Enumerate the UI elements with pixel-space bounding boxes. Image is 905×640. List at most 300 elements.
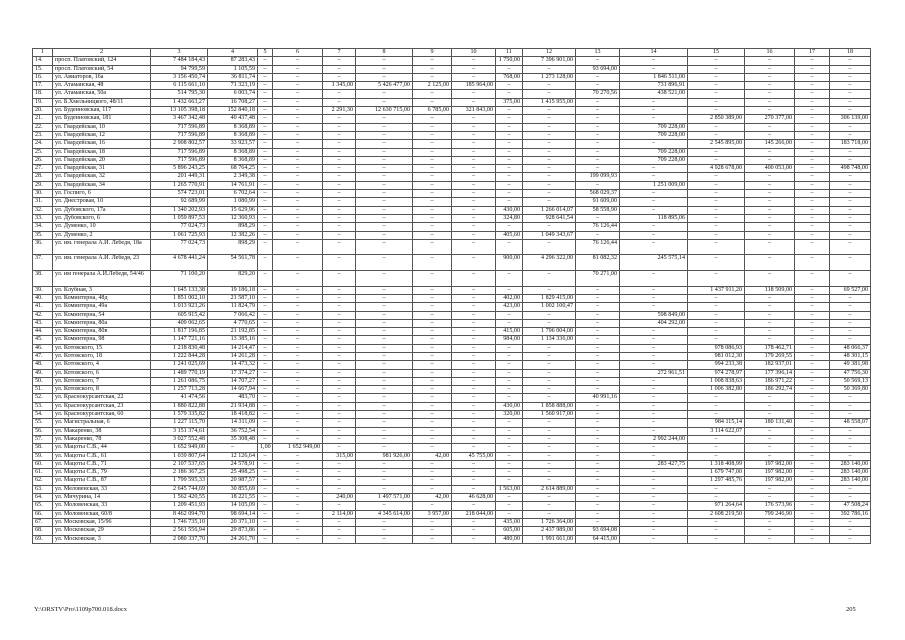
table-cell: 16 708,27 [208,98,258,106]
table-cell: 29. [33,181,53,189]
table-cell: 29 873,86 [208,527,258,535]
table-cell: – [323,231,356,239]
table-cell: – [496,148,523,156]
table-cell: 1 796 004,00 [523,328,576,336]
table-cell: – [795,452,830,460]
table-cell: 1 579 335,82 [151,411,208,419]
table-cell: – [208,444,258,452]
table-cell: – [356,336,413,344]
table-cell: – [273,223,323,231]
table-cell: – [496,90,523,98]
table-cell: 3 114 622,07 [688,427,745,435]
table-cell: – [413,469,452,477]
table-cell: ул. Буденновская, 117 [53,107,151,115]
table-cell: – [830,57,871,65]
table-cell: – [576,369,620,377]
table-cell: 709 228,00 [620,123,688,131]
table-cell: – [323,271,356,287]
table-cell: – [452,165,496,173]
table-cell: – [830,190,871,198]
table-cell: – [323,156,356,164]
table-cell: – [258,231,273,239]
table-cell: 14 761,91 [208,181,258,189]
table-cell: 4 928 678,00 [688,165,745,173]
table-cell: ул. Дубовского, 6 [53,214,151,222]
table-cell: 93 694,08 [576,527,620,535]
table-cell: – [323,239,356,255]
table-cell: – [273,181,323,189]
table-cell: 185 964,00 [452,82,496,90]
table-cell: ул. Гвардейская, 10 [53,123,151,131]
table-cell: – [576,510,620,518]
table-cell: – [413,361,452,369]
table-cell: – [413,231,452,239]
table-cell: – [273,518,323,526]
table-cell: – [830,518,871,526]
table-cell: – [273,231,323,239]
table-cell: – [258,402,273,410]
table-cell: – [688,255,745,271]
table-cell: 402,00 [496,294,523,302]
table-cell: – [496,181,523,189]
table-cell: 12 630 715,00 [356,107,413,115]
table-cell: 598 849,00 [620,311,688,319]
table-cell: – [745,148,795,156]
table-cell: 179 269,55 [745,352,795,360]
table-cell: ул. Коминтерна, 98 [53,336,151,344]
table-cell: – [795,328,830,336]
table-cell: – [795,173,830,181]
table-cell: – [273,477,323,485]
table-cell: 11 824,79 [208,303,258,311]
table-cell: – [273,214,323,222]
table-cell: – [620,165,688,173]
table-cell: – [745,107,795,115]
table-cell: 94 799,59 [151,65,208,73]
table-cell: – [620,485,688,493]
table-cell: 483,70 [208,394,258,402]
table-cell: – [795,98,830,106]
table-row [33,156,871,164]
table-cell: 20. [33,107,53,115]
table-cell: 5 426 477,00 [356,82,413,90]
table-cell: 178 462,71 [745,344,795,352]
table-cell: – [795,255,830,271]
table-cell: – [620,57,688,65]
table-cell: – [258,107,273,115]
table-cell: 605 915,42 [151,311,208,319]
table-cell: 55. [33,419,53,427]
table-cell: 118 509,00 [745,286,795,294]
table-row [33,394,871,402]
table-cell: 898,29 [208,223,258,231]
table-cell: ул. Клубная, 3 [53,286,151,294]
table-cell: – [830,452,871,460]
table-cell: – [830,319,871,327]
table-cell: – [258,140,273,148]
table-cell: – [356,173,413,181]
table-cell: ул. Мацоты С.В., 61 [53,452,151,460]
table-cell: – [688,435,745,443]
table-cell: – [452,214,496,222]
table-cell: – [620,223,688,231]
table-cell: – [688,527,745,535]
table-cell: ул. Московская, 3 [53,535,151,543]
table-cell: – [413,115,452,123]
table-cell: – [323,181,356,189]
table-row [33,123,871,131]
table-cell: – [830,198,871,206]
table-cell: 1 497 571,00 [356,494,413,502]
table-cell: ул. Думенко, 10 [53,223,151,231]
table-cell: – [830,65,871,73]
table-cell: – [323,115,356,123]
table-cell: ул. Днестровая, 10 [53,198,151,206]
table-cell: – [496,319,523,327]
table-cell: – [273,535,323,543]
table-cell: – [413,165,452,173]
table-cell: – [356,294,413,302]
table-cell: – [795,319,830,327]
table-cell: – [323,286,356,294]
table-cell: – [496,460,523,468]
table-cell: 568 029,37 [576,190,620,198]
table-cell: – [452,223,496,231]
table-cell: – [356,255,413,271]
table-cell: 57. [33,435,53,443]
table-cell: – [413,198,452,206]
table-cell: – [620,469,688,477]
table-cell: 1 345,00 [323,82,356,90]
table-cell: – [795,494,830,502]
table-cell: – [258,460,273,468]
table-cell: 41 474,56 [151,394,208,402]
table-cell: – [258,319,273,327]
table-cell: 1 273 128,00 [523,73,576,81]
table-cell: – [323,165,356,173]
table-cell: – [323,427,356,435]
table-cell: – [323,394,356,402]
table-cell: – [413,239,452,255]
table-cell: – [523,477,576,485]
table-cell: 30 855,69 [208,485,258,493]
table-cell: – [620,535,688,543]
table-cell: – [496,427,523,435]
table-cell: – [523,344,576,352]
table-cell: 1 652 949,00 [151,444,208,452]
table-cell: – [273,344,323,352]
table-cell: – [413,518,452,526]
table-cell: 320,00 [496,411,523,419]
table-cell: 54 561,78 [208,255,258,271]
table-cell: – [356,402,413,410]
table-cell: – [576,57,620,65]
table-cell: – [688,190,745,198]
table-cell: 4 296 322,00 [523,255,576,271]
table-cell: ул. Макаренко, 78 [53,435,151,443]
table-cell: – [452,231,496,239]
table-cell: – [452,286,496,294]
table-cell: 1 679 747,00 [688,469,745,477]
table-cell: – [795,419,830,427]
table-row [33,231,871,239]
table-cell: – [413,319,452,327]
table-cell: – [523,369,576,377]
table-cell: 40 991,16 [576,394,620,402]
table-cell: – [620,173,688,181]
column-header: 5 [258,49,273,57]
table-cell: – [688,98,745,106]
table-cell: – [413,336,452,344]
table-cell: – [620,510,688,518]
table-cell: – [323,148,356,156]
table-cell: – [258,286,273,294]
table-cell: 197 982,00 [745,469,795,477]
table-cell: 32. [33,206,53,214]
table-cell: 1 750,00 [496,57,523,65]
table-cell: 183 718,00 [830,140,871,148]
table-cell: – [523,419,576,427]
table-cell: – [323,419,356,427]
table-cell: – [620,328,688,336]
table-cell: 58 558,90 [576,206,620,214]
table-cell: – [413,57,452,65]
table-cell: 65. [33,502,53,510]
table-cell: 48. [33,361,53,369]
table-cell: – [745,427,795,435]
table-cell: – [576,452,620,460]
table-cell: – [830,303,871,311]
table-cell: 404 292,00 [620,319,688,327]
table-cell: – [413,98,452,106]
table-cell: 984,00 [496,336,523,344]
table-cell: – [745,535,795,543]
table-cell: – [576,435,620,443]
table-cell: 48 301,15 [830,352,871,360]
table-cell: 928 641,54 [523,214,576,222]
table-cell: – [258,485,273,493]
table-cell: – [413,502,452,510]
table-cell: 2 614 889,00 [523,485,576,493]
table-row [33,140,871,148]
table-cell: – [523,123,576,131]
table-cell: – [523,198,576,206]
table-cell: 8 462 094,70 [151,510,208,518]
column-header: 15 [688,49,745,57]
table-cell: 118 895,06 [620,214,688,222]
table-cell: – [620,377,688,385]
table-cell: – [258,477,273,485]
table-cell: – [830,73,871,81]
table-cell: – [323,190,356,198]
table-row [33,361,871,369]
table-cell: 81 082,32 [576,255,620,271]
table-cell: 14. [33,57,53,65]
table-cell: ул. Коминтерна, 48д [53,294,151,302]
table-cell: – [356,198,413,206]
table-cell: – [576,518,620,526]
table-cell: – [413,148,452,156]
table-cell: 87 283,43 [208,57,258,65]
table-cell: 8 368,89 [208,148,258,156]
table-cell: – [323,173,356,181]
table-cell: – [620,494,688,502]
table-cell: – [413,214,452,222]
column-header: 16 [745,49,795,57]
table-cell: – [323,352,356,360]
table-cell: 91 609,00 [576,198,620,206]
table-cell: – [688,239,745,255]
table-cell: – [258,535,273,543]
table-cell: – [745,311,795,319]
table-cell: – [688,319,745,327]
table-cell: – [258,469,273,477]
table-cell: – [620,115,688,123]
table-cell: 1 829 415,00 [523,294,576,302]
table-cell: – [273,239,323,255]
table-row [33,73,871,81]
table-cell: 50. [33,377,53,385]
table-cell: 605,00 [496,527,523,535]
data-table [32,48,871,544]
table-cell: – [273,148,323,156]
table-cell: – [496,65,523,73]
table-cell: – [258,518,273,526]
table-cell: – [523,361,576,369]
table-cell: 400 053,00 [745,165,795,173]
table-cell: 42,00 [413,452,452,460]
table-cell: – [576,460,620,468]
table-cell: – [830,485,871,493]
column-header: 12 [523,49,576,57]
table-cell: 240,00 [323,494,356,502]
table-body [33,49,871,544]
table-cell: 1 218 830,48 [151,344,208,352]
table-row [33,115,871,123]
table-cell: – [323,57,356,65]
table-cell: 47. [33,352,53,360]
table-cell: – [413,294,452,302]
table-cell: – [795,311,830,319]
table-cell: 16. [33,73,53,81]
table-cell: 199 099,93 [576,173,620,181]
table-cell: – [830,435,871,443]
table-cell: – [795,115,830,123]
table-cell: – [576,377,620,385]
table-cell: 76 126,44 [576,223,620,231]
table-cell: 58. [33,444,53,452]
table-cell: – [258,311,273,319]
table-cell: 69 527,00 [830,286,871,294]
table-row [33,319,871,327]
table-cell: – [523,352,576,360]
table-cell: 47 508,24 [830,502,871,510]
table-cell: 176 573,96 [745,502,795,510]
table-cell: – [413,223,452,231]
table-cell: – [576,115,620,123]
table-cell: – [795,469,830,477]
table-cell: 768,00 [496,73,523,81]
table-cell: – [452,57,496,65]
table-cell: – [356,214,413,222]
table-cell: 21 587,10 [208,294,258,302]
table-cell: ул. Котовского, 18 [53,352,151,360]
table-row [33,328,871,336]
table-cell: – [452,344,496,352]
table-row [33,477,871,485]
table-cell: – [323,98,356,106]
table-cell: 3 027 552,48 [151,435,208,443]
table-cell: 21 192,85 [208,328,258,336]
table-cell: ул. Мацоты С.В., 44 [53,444,151,452]
table-cell: 315,00 [323,452,356,460]
table-cell: – [452,336,496,344]
table-cell: – [688,411,745,419]
table-cell: 52. [33,394,53,402]
table-cell: – [496,271,523,287]
table-cell: – [452,377,496,385]
table-cell: 71 100,20 [151,271,208,287]
table-cell: – [323,460,356,468]
table-cell: – [496,115,523,123]
table-cell: – [323,477,356,485]
table-cell: – [496,165,523,173]
table-cell: – [273,336,323,344]
table-cell: 24. [33,140,53,148]
table-cell: 42. [33,311,53,319]
table-row [33,82,871,90]
table-cell: – [688,65,745,73]
table-cell: – [273,57,323,65]
table-cell: – [413,90,452,98]
table-cell: – [496,394,523,402]
table-cell: 17. [33,82,53,90]
table-cell: – [688,173,745,181]
table-cell: – [452,73,496,81]
table-cell: – [795,148,830,156]
table-cell: – [620,303,688,311]
table-cell: – [413,140,452,148]
table-cell: 61. [33,469,53,477]
table-cell: 974 278,97 [688,369,745,377]
table-cell: – [413,123,452,131]
table-cell: – [523,386,576,394]
table-cell: ул. Коминтерна, 54 [53,311,151,319]
table-cell: – [523,460,576,468]
table-cell: 900,00 [496,255,523,271]
table-cell: – [620,527,688,535]
table-cell: – [356,311,413,319]
table-row [33,336,871,344]
table-cell: 1 489 770,19 [151,369,208,377]
table-cell: – [496,82,523,90]
table-cell: ул. Московская, 29 [53,527,151,535]
table-cell: 186 971,22 [745,377,795,385]
table-cell: – [576,469,620,477]
table-cell: – [496,198,523,206]
table-cell: 1 817 196,85 [151,328,208,336]
table-cell: – [323,377,356,385]
table-row [33,444,871,452]
table-cell: – [356,123,413,131]
table-cell: – [523,427,576,435]
table-cell: ул. Котовского, 8 [53,386,151,394]
table-cell: – [576,311,620,319]
table-cell: 283 140,00 [830,469,871,477]
table-cell: – [576,477,620,485]
table-cell: – [620,518,688,526]
table-row [33,518,871,526]
